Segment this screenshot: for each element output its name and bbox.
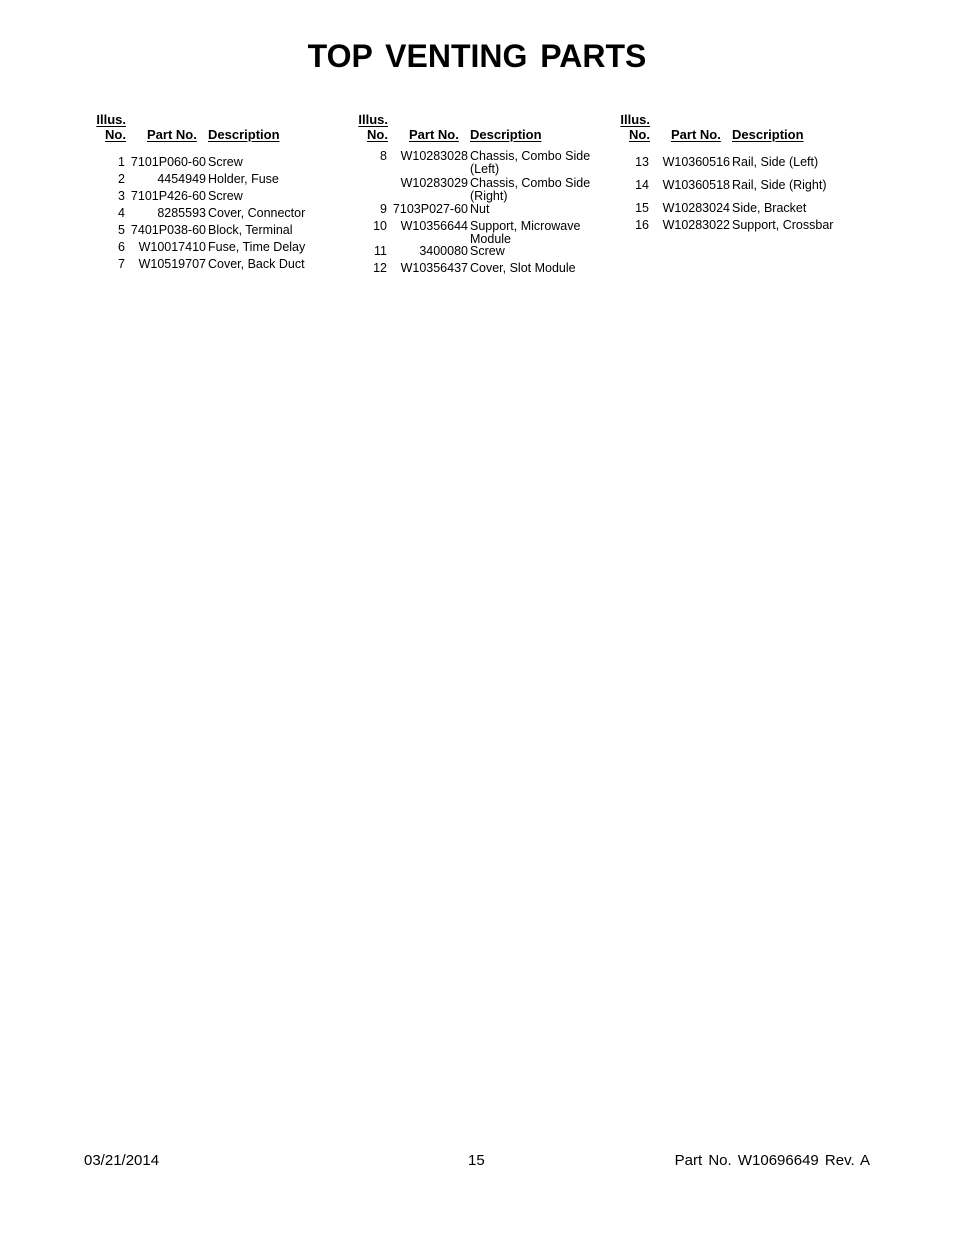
illus-number: 12 [373,261,387,275]
illus-header-top: Illus. [96,112,126,127]
part-description: Cover, Slot Module [470,261,576,275]
part-description: Cover, Connector [208,206,306,220]
part-description: Screw [470,244,505,258]
illus-number: 15 [635,201,649,215]
part-description: Support, Crossbar [732,218,834,232]
part-number: W10356437 [400,261,468,275]
part-description: Cover, Back Duct [208,257,305,271]
illus-header-bottom: No. [629,127,650,142]
page-title: TOP VENTING PARTS [307,38,647,74]
part-description: Block, Terminal [208,223,293,237]
part-number: 7103P027-60 [392,202,468,216]
part-number: W10283029 [400,176,468,190]
part-number: 7401P038-60 [130,223,206,237]
illus-number: 8 [380,149,387,163]
part-no-header: Part No. [409,127,459,142]
illus-number: 11 [374,244,387,258]
part-number: W10283022 [662,218,730,232]
part-number: 7101P060-60 [130,155,206,169]
part-number: W10360518 [662,178,730,192]
part-number: W10017410 [138,240,206,254]
part-number: W10360516 [662,155,730,169]
part-number: W10519707 [138,257,206,271]
part-description: Screw [208,155,243,169]
illus-header-bottom: No. [105,127,126,142]
description-header: Description [470,127,542,142]
description-header: Description [208,127,280,142]
illus-number: 5 [118,223,125,237]
part-description: Fuse, Time Delay [208,240,306,254]
illus-number: 7 [118,257,125,271]
footer-page-number: 15 [468,1152,485,1169]
illus-number: 6 [118,240,125,254]
illus-number: 14 [635,178,649,192]
description-header: Description [732,127,804,142]
part-number: 4454949 [157,172,206,186]
part-description: Chassis, Combo Side (Right) [470,176,591,203]
footer-date: 03/21/2014 [84,1152,160,1169]
footer-part-number: Part No. W10696649 Rev. A [674,1152,870,1169]
part-description: Support, Microwave Module [470,219,581,246]
part-no-header: Part No. [671,127,721,142]
part-number: W10283024 [662,201,730,215]
illus-header-top: Illus. [358,112,388,127]
part-description: Screw [208,189,243,203]
part-description: Rail, Side (Left) [732,155,819,169]
illus-number: 1 [118,155,125,169]
part-number: W10356644 [400,219,468,233]
illus-number: 3 [118,189,125,203]
illus-header-bottom: No. [367,127,388,142]
part-description: Side, Bracket [732,201,807,215]
illus-number: 2 [118,172,125,186]
part-number: W10283028 [400,149,468,163]
illus-number: 16 [635,218,649,232]
part-description: Chassis, Combo Side (Left) [470,149,591,176]
illus-number: 13 [635,155,649,169]
illus-header-top: Illus. [620,112,650,127]
illus-number: 10 [373,219,387,233]
part-no-header: Part No. [147,127,197,142]
illus-number: 4 [118,206,125,220]
illus-number: 9 [380,202,387,216]
part-description: Holder, Fuse [208,172,279,186]
part-number: 7101P426-60 [130,189,206,203]
part-number: 3400080 [419,244,468,258]
part-number: 8285593 [157,206,206,220]
part-description: Nut [470,202,490,216]
part-description: Rail, Side (Right) [732,178,827,192]
